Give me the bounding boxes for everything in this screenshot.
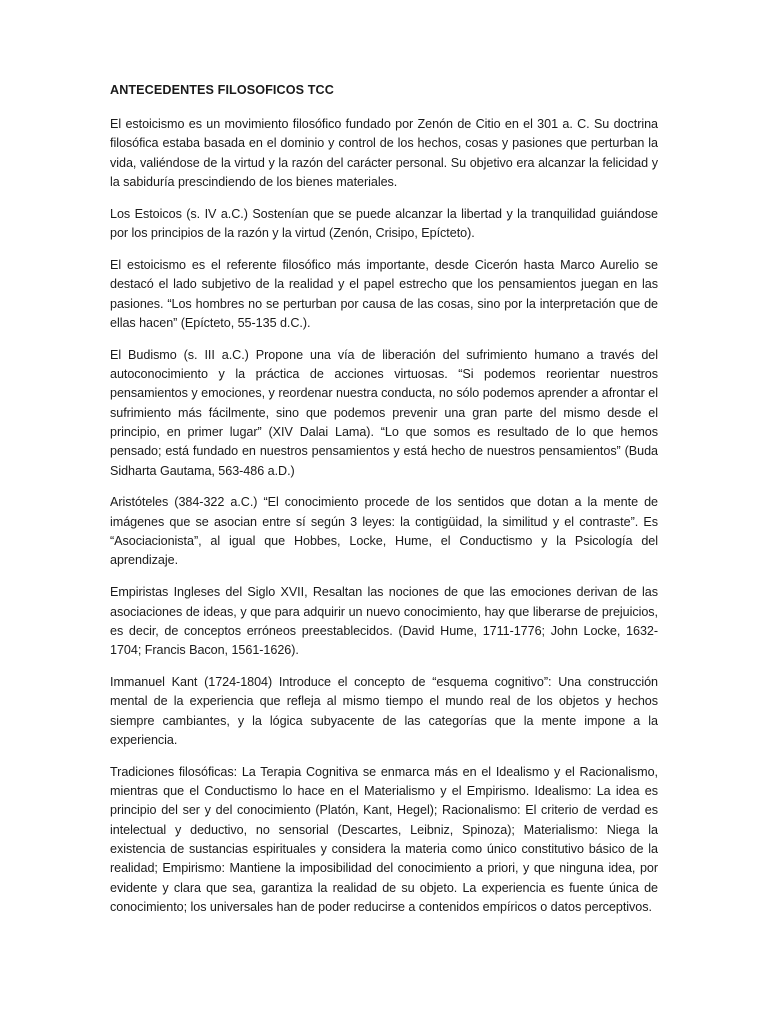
paragraph-referente-filosofico: El estoicismo es el referente filosófico más importante, desde Cicerón hasta Marco Aurelio se destacó el lado subjetivo de la realidad y el papel estrecho que los pensamientos juegan en las pasiones. “Los hombres no se perturban por causa de las cosas, sino por la interpretación que de ellas hacen” (Epícteto, 55-135 d.C.). bbox=[110, 257, 658, 330]
paragraph-tradiciones-filosoficas: Tradiciones filosóficas: La Terapia Cognitiva se enmarca más en el Idealismo y el Racionalismo, mientras que el Conductismo lo hace en el Materialismo y el Empirismo. Idealismo: La idea es principio del ser y del conocimiento (Platón, Kant, Hegel); Racionalismo: El criterio de verdad es intelectual y deductivo, no sensorial (Descartes, Leibniz, Spinoza); Materialismo: Niega la existencia de sustancias espirituales y considera la materia como único constitutivo básico de la realidad; Empirismo: Mantiene la imposibilidad del conocimiento a priori, y que ninguna idea, por evidente y clara que sea, garantiza la realidad de su objeto. La experiencia es fuente única de conocimiento; los universales han de poder reducirse a contenidos empíricos o datos perceptivos. bbox=[110, 764, 658, 914]
paragraph-estoicismo: El estoicismo es un movimiento filosófico fundado por Zenón de Citio en el 301 a. C. Su doctrina filosófica estaba basada en el dominio y control de los hechos, cosas y pasiones que perturban la vida, valiéndose de la virtud y la razón del carácter personal. Su objetivo era alcanzar la felicidad y la sabiduría prescindiendo de los bienes materiales. bbox=[110, 117, 658, 189]
paragraph-estoicos: Los Estoicos (s. IV a.C.) Sostenían que se puede alcanzar la libertad y la tranquilidad guiándose por los principios de la razón y la virtud (Zenón, Crisipo, Epícteto). bbox=[110, 206, 658, 241]
document-title: ANTECEDENTES FILOSOFICOS TCC bbox=[110, 83, 334, 97]
paragraph-empiristas-ingleses: Empiristas Ingleses del Siglo XVII, Resaltan las nociones de que las emociones derivan de las asociaciones de ideas, y que para adquirir un nuevo conocimiento, hay que liberarse de prejuicios, es decir, de conceptos erróneos preestablecidos. (David Hume, 1711-1776; John Locke, 1632-1704; Francis Bacon, 1561-1626). bbox=[110, 585, 658, 658]
paragraph-aristoteles: Aristóteles (384-322 a.C.) “El conocimiento procede de los sentidos que dotan a la mente de imágenes que se asocian entre sí según 3 leyes: la contigüidad, la similitud y el contraste”. Es “Asociacionista”, al igual que Hobbes, Locke, Hume, el Conductismo y la Psicología del aprendizaje. bbox=[110, 495, 658, 568]
paragraph-immanuel-kant: Immanuel Kant (1724-1804) Introduce el concepto de “esquema cognitivo”: Una construcción mental de la experiencia que refleja al mismo tiempo el mundo real de los objetos y hechos siempre cambiantes, y la lógica subyacente de las categorías que la mente impone a la experiencia. bbox=[110, 674, 658, 747]
paragraph-budismo: El Budismo (s. III a.C.) Propone una vía de liberación del sufrimiento humano a través del autoconocimiento y la práctica de acciones virtuosas. “Si podemos reorientar nuestros pensamientos y emociones, y reordenar nuestra conducta, no sólo podemos aprender a afrontar el sufrimiento más fácilmente, sino que podemos prevenir una gran parte del mismo desde el principio, en primer lugar” (XIV Dalai Lama). “Lo que somos es resultado de lo que hemos pensado; está fundado en nuestros pensamientos y está hecho de nuestros pensamientos” (Buda Sidharta Gautama, 563-486 a.D.) bbox=[110, 347, 658, 478]
